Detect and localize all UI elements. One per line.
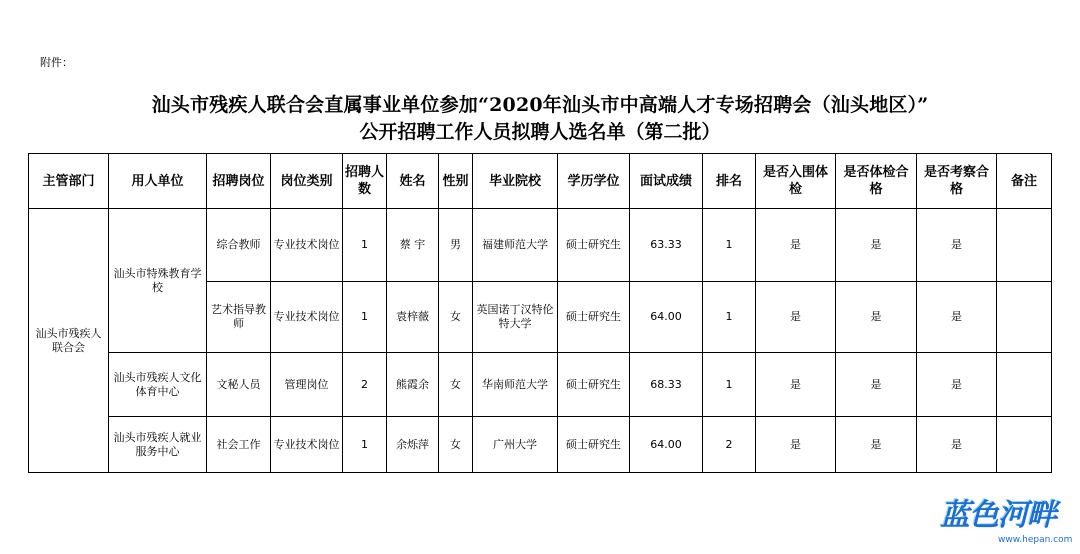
candidate-table [28,153,1052,473]
cell-remark [997,282,1052,353]
cell-position: 文秘人员 [207,353,271,417]
header-category: 岗位类别 [271,154,343,209]
cell-physical: 是 [836,209,917,282]
header-gender: 性别 [439,154,473,209]
cell-position: 社会工作 [207,417,271,473]
cell-inspection: 是 [917,282,997,353]
cell-school: 华南师范大学 [473,353,558,417]
cell-physical: 是 [836,417,917,473]
cell-inspection: 是 [917,209,997,282]
cell-remark [997,353,1052,417]
cell-shortlisted: 是 [756,353,836,417]
cell-name: 袁梓薇 [387,282,439,353]
cell-category: 管理岗位 [271,353,343,417]
cell-position: 综合教师 [207,209,271,282]
cell-score: 64.00 [630,282,703,353]
cell-category: 专业技术岗位 [271,209,343,282]
table-row [29,353,1052,417]
cell-name: 余烁萍 [387,417,439,473]
header-physical: 是否体检合格 [836,154,917,209]
header-remark: 备注 [997,154,1052,209]
header-name: 姓名 [387,154,439,209]
cell-school: 英国诺丁汉特伦特大学 [473,282,558,353]
cell-physical: 是 [836,282,917,353]
cell-degree: 硕士研究生 [558,353,630,417]
table-header-row [29,154,1052,209]
cell-category: 专业技术岗位 [271,417,343,473]
cell-position: 艺术指导教师 [207,282,271,353]
cell-remark [997,417,1052,473]
cell-unit: 汕头市特殊教育学校 [109,209,207,353]
cell-shortlisted: 是 [756,209,836,282]
cell-physical: 是 [836,353,917,417]
header-school: 毕业院校 [473,154,558,209]
header-department: 主管部门 [29,154,109,209]
cell-gender: 男 [439,209,473,282]
cell-degree: 硕士研究生 [558,209,630,282]
cell-rank: 1 [703,353,756,417]
header-score: 面试成绩 [630,154,703,209]
cell-score: 64.00 [630,417,703,473]
cell-unit: 汕头市残疾人就业服务中心 [109,417,207,473]
header-position: 招聘岗位 [207,154,271,209]
cell-school: 福建师范大学 [473,209,558,282]
cell-name: 蔡 宇 [387,209,439,282]
cell-inspection: 是 [917,353,997,417]
cell-category: 专业技术岗位 [271,282,343,353]
cell-shortlisted: 是 [756,282,836,353]
cell-name: 熊霞余 [387,353,439,417]
cell-degree: 硕士研究生 [558,282,630,353]
table-row [29,209,1052,282]
cell-unit: 汕头市残疾人文化体育中心 [109,353,207,417]
cell-count: 1 [343,209,387,282]
header-shortlisted: 是否入围体检 [756,154,836,209]
attachment-label: 附件： [40,56,73,69]
cell-inspection: 是 [917,417,997,473]
watermark-url: www.hepan.com [998,535,1073,545]
cell-rank: 1 [703,282,756,353]
cell-count: 1 [343,282,387,353]
watermark-logo [940,498,1073,550]
cell-department: 汕头市残疾人联合会 [29,209,109,473]
cell-count: 2 [343,353,387,417]
cell-gender: 女 [439,282,473,353]
cell-remark [997,209,1052,282]
cell-school: 广州大学 [473,417,558,473]
cell-score: 68.33 [630,353,703,417]
watermark-logo-text: 蓝色河畔 [940,498,1056,533]
cell-gender: 女 [439,353,473,417]
header-unit: 用人单位 [109,154,207,209]
table-row [29,417,1052,473]
cell-shortlisted: 是 [756,417,836,473]
document-title-line1: 汕头市残疾人联合会直属事业单位参加“2020年汕头市中高端人才专场招聘会（汕头地区）” [151,94,929,116]
cell-degree: 硕士研究生 [558,417,630,473]
header-count: 招聘人数 [343,154,387,209]
cell-score: 63.33 [630,209,703,282]
cell-count: 1 [343,417,387,473]
cell-rank: 2 [703,417,756,473]
header-degree: 学历学位 [558,154,630,209]
header-inspection: 是否考察合格 [917,154,997,209]
header-rank: 排名 [703,154,756,209]
cell-gender: 女 [439,417,473,473]
cell-rank: 1 [703,209,756,282]
document-title-line2: 公开招聘工作人员拟聘人选名单（第二批） [359,121,721,143]
